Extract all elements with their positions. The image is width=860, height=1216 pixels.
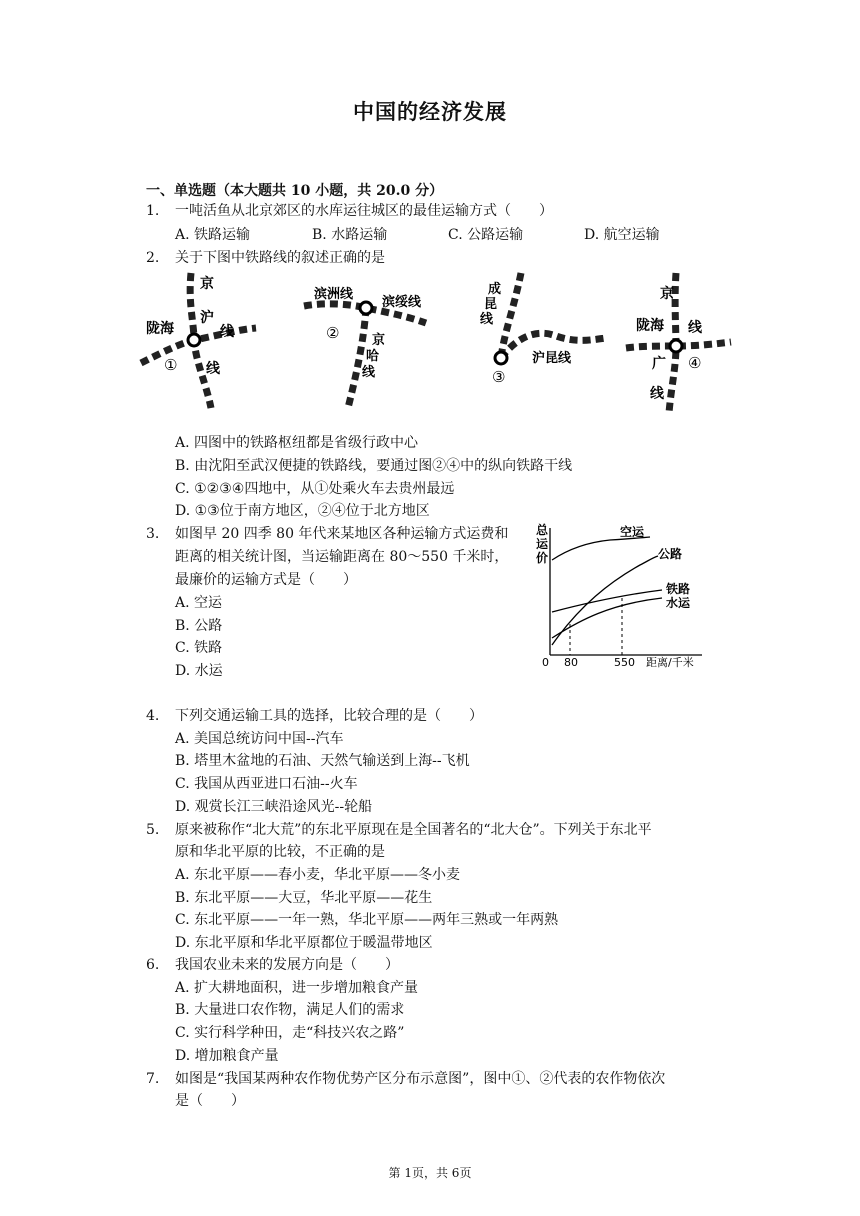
railway-junction-figure <box>136 268 736 418</box>
option-b: B. 水路运输 <box>312 227 388 243</box>
option-a: A. 美国总统访问中国--汽车 <box>175 731 344 747</box>
label-t2: 昆 <box>484 297 498 312</box>
option-a: A. 扩大耕地面积，进一步增加粮食产量 <box>175 980 419 996</box>
page-footer: 第 1页，共 6页 <box>388 1166 472 1180</box>
series-label-rail: 铁路 <box>666 582 691 596</box>
label-b2: 哈 <box>366 349 380 364</box>
label-left: 陇海 <box>146 321 174 337</box>
option-c: C. 铁路 <box>175 640 223 656</box>
question-number: 5. <box>146 822 160 838</box>
option-c: C. 我国从西亚进口石油--火车 <box>175 776 358 792</box>
origin-label: 0 <box>542 656 549 669</box>
label-t3: 线 <box>480 312 494 327</box>
question-number: 7. <box>146 1071 160 1087</box>
question-text: 我国农业未来的发展方向是（ ） <box>175 957 399 973</box>
question-text: 关于下图中铁路线的叙述正确的是 <box>175 250 385 266</box>
junction-diagram-2 <box>304 286 426 408</box>
label-top: 京 <box>200 276 214 292</box>
label-t1: 成 <box>488 282 502 297</box>
label-left: 滨洲线 <box>314 287 354 302</box>
label-top: 京 <box>660 286 674 302</box>
mark: ① <box>164 356 178 374</box>
label-b3: 线 <box>362 365 376 380</box>
label-right: 滨绥线 <box>382 295 422 310</box>
option-d: D. ①③位于南方地区，②④位于北方地区 <box>175 503 430 519</box>
label-right: 沪昆线 <box>532 351 572 366</box>
question-text-line-2: 距离的相关统计图，当运输距离在 80～550 千米时， <box>175 549 509 565</box>
y-label-2: 运 <box>536 537 549 551</box>
tick-80: 80 <box>564 656 578 669</box>
question-number: 3. <box>146 526 160 542</box>
question-text-line-3: 最廉价的运输方式是（ ） <box>175 572 357 588</box>
label-right-2: 线 <box>220 324 234 340</box>
option-c: C. ①②③④四地中，从①处乘火车去贵州最远 <box>175 481 455 497</box>
mark: ② <box>326 324 340 342</box>
option-a: A. 四图中的铁路枢纽都是省级行政中心 <box>175 435 419 451</box>
option-a: A. 东北平原——春小麦，华北平原——冬小麦 <box>175 867 461 883</box>
option-a: A. 铁路运输 <box>175 227 251 243</box>
question-text-line-2: 原和华北平原的比较，不正确的是 <box>175 844 385 860</box>
label-right: 沪 <box>200 310 214 326</box>
option-c: C. 实行科学种田，走“科技兴农之路” <box>175 1025 405 1041</box>
label-bottom: 线 <box>206 361 220 377</box>
label-b2: 线 <box>650 386 664 402</box>
series-water <box>552 598 662 638</box>
question-text-line-1: 如图早 20 四季 80 年代来某地区各种运输方式运费和 <box>175 526 509 542</box>
question-text-line-2: 是（ ） <box>175 1093 245 1109</box>
question-text: 下列交通运输工具的选择，比较合理的是（ ） <box>175 708 483 724</box>
label-left: 陇海 <box>636 318 664 334</box>
option-d: D. 东北平原和华北平原都位于暖温带地区 <box>175 935 433 951</box>
question-text: 一吨活鱼从北京郊区的水库运往城区的最佳运输方式（ ） <box>175 203 553 219</box>
junction-diagram-1 <box>141 273 256 408</box>
label-b1: 广 <box>652 356 666 372</box>
option-a: A. 空运 <box>175 595 223 611</box>
series-label-water: 水运 <box>666 596 691 610</box>
mark: ③ <box>492 368 506 386</box>
junction-diagram-3 <box>480 273 606 386</box>
mark: ④ <box>688 354 702 372</box>
question-number: 1. <box>146 203 160 219</box>
option-b: B. 塔里木盆地的石油、天然气输送到上海--飞机 <box>175 753 470 769</box>
series-air <box>552 537 650 560</box>
x-label: 距离/千米 <box>646 656 694 669</box>
page-title: 中国的经济发展 <box>353 99 507 124</box>
option-b: B. 公路 <box>175 618 223 634</box>
question-text-line-1: 如图是“我国某两种农作物优势产区分布示意图”，图中①、②代表的农作物依次 <box>175 1071 666 1087</box>
label-right: 线 <box>688 320 702 336</box>
series-label-air: 空运 <box>620 525 645 539</box>
label-b1: 京 <box>372 333 386 348</box>
tick-550: 550 <box>614 656 635 669</box>
option-d: D. 水运 <box>175 663 223 679</box>
junction-diagram-4 <box>626 273 731 413</box>
option-b: B. 大量进口农作物，满足人们的需求 <box>175 1002 405 1018</box>
option-d: D. 观赏长江三峡沿途风光--轮船 <box>175 799 373 815</box>
option-b: B. 由沈阳至武汉便捷的铁路线，要通过图②④中的纵向铁路干线 <box>175 458 573 474</box>
question-number: 2. <box>146 250 160 266</box>
y-label-1: 总 <box>536 523 549 537</box>
question-number: 4. <box>146 708 160 724</box>
series-label-road: 公路 <box>658 547 683 561</box>
option-d: D. 增加粮食产量 <box>175 1048 279 1064</box>
option-d: D. 航空运输 <box>584 227 660 243</box>
option-b: B. 东北平原——大豆，华北平原——花生 <box>175 890 433 906</box>
transport-cost-chart <box>530 520 710 675</box>
question-text-line-1: 原来被称作“北大荒”的东北平原现在是全国著名的“北大仓”。下列关于东北平 <box>175 822 652 838</box>
question-number: 6. <box>146 957 160 973</box>
y-label-3: 价 <box>536 551 549 565</box>
option-c: C. 公路运输 <box>448 227 524 243</box>
option-c: C. 东北平原——一年一熟，华北平原——两年三熟或一年两熟 <box>175 912 559 928</box>
section-heading: 一、单选题（本大题共 10 小题，共 20.0 分） <box>146 183 444 199</box>
